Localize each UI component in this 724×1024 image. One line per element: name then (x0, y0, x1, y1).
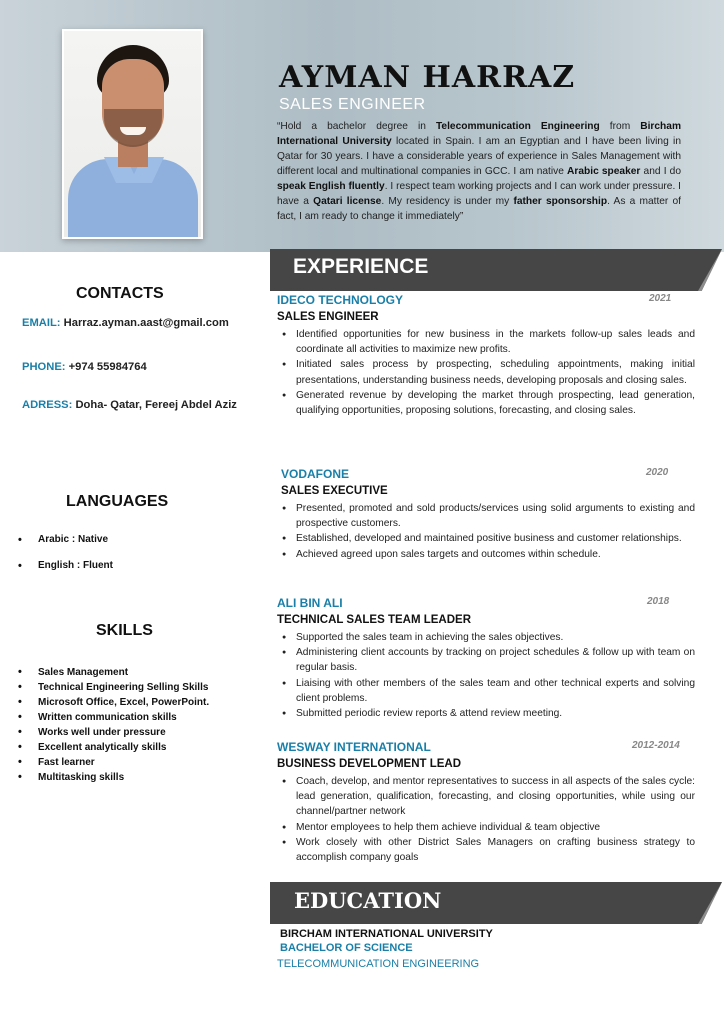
summary-text: from (599, 121, 641, 132)
summary-emphasis: Bircham International University (277, 121, 681, 147)
list-item: ● Liaising with other members of the sales team and other technical experts and solving client problems. (278, 676, 695, 706)
phone-label: PHONE: (22, 361, 66, 373)
list-item: ● Mentor employees to help them achieve individual & team objective (278, 820, 695, 835)
education-major: TELECOMMUNICATION ENGINEERING (277, 958, 480, 970)
summary-emphasis: speak English fluently (277, 181, 385, 192)
job-duties (278, 327, 695, 418)
list-item: ● Administering client accounts by tracking on project schedules & follow up with team on regular basis. (278, 645, 695, 675)
job-duties (278, 774, 695, 865)
photo-smile (120, 127, 146, 135)
summary-text: and I do (640, 166, 681, 177)
summary-emphasis: Arabic speaker (567, 166, 641, 177)
list-item: ● Presented, promoted and sold products/services using solid arguments to existing and prospective customers. (278, 501, 695, 531)
summary-emphasis: Telecommunication Engineering (435, 121, 600, 132)
job-duties (278, 501, 695, 562)
list-item: ● Submitted periodic review reports & attend review meeting. (278, 706, 695, 721)
experience-heading: EXPERIENCE (293, 255, 429, 278)
list-item: • Written communication skills (18, 710, 209, 725)
candidate-name: AYMAN HARRAZ (279, 60, 576, 95)
contact-email[interactable] (22, 317, 229, 329)
address-value: Doha- Qatar, Fereej Abdel Aziz (75, 399, 237, 411)
summary-emphasis: Qatari license (313, 196, 382, 207)
contacts-heading: CONTACTS (76, 285, 164, 302)
job-year: 2012-2014 (632, 740, 680, 751)
list-item: ● Established, developed and maintained positive business and customer relationships. (278, 531, 695, 546)
summary-emphasis: father sponsorship (513, 196, 608, 207)
list-item: ● Work closely with other District Sales Managers on crafting business strategy to accomplish company goals (278, 835, 695, 865)
list-item: • Sales Management (18, 665, 209, 680)
email-value[interactable]: Harraz.ayman.aast@gmail.com (63, 317, 229, 329)
summary-text: . I respect team working projects and I can work under pressure. I have a (277, 181, 681, 207)
list-item: • Microsoft Office, Excel, PowerPoint. (18, 695, 209, 710)
job-role: SALES EXECUTIVE (281, 485, 388, 497)
summary-text: . My residency is under my (381, 196, 514, 207)
list-item: • Technical Engineering Selling Skills (18, 680, 209, 695)
job-role: BUSINESS DEVELOPMENT LEAD (277, 758, 462, 770)
list-item: ● Supported the sales team in achieving the sales objectives. (278, 630, 695, 645)
job-year: 2020 (646, 467, 669, 478)
job-duties (278, 630, 695, 721)
list-item: • Arabic : Native (18, 527, 113, 553)
list-item: ● Identified opportunities for new business in the markets follow-up sales leads and coordinate all activities to maximize new profits. (278, 327, 695, 357)
list-item: • English : Fluent (18, 553, 113, 579)
contact-phone[interactable] (22, 361, 147, 373)
list-item: ● Achieved agreed upon sales targets and outcomes within schedule. (278, 547, 695, 562)
profile-photo (62, 29, 203, 239)
languages-list (18, 527, 113, 579)
education-heading: EDUCATION (294, 888, 442, 913)
job-company: WESWAY INTERNATIONAL (277, 740, 431, 754)
summary-text: “Hold a bachelor degree in (277, 121, 436, 132)
job-company: ALI BIN ALI (277, 596, 343, 610)
skills-heading: SKILLS (96, 622, 153, 639)
list-item: ● Initiated sales process by prospecting, scheduling appointments, making initial presentations, understanding business needs, developing proposals and closing sales. (278, 357, 695, 387)
list-item: ● Coach, develop, and mentor representatives to success in all aspects of the sales cycle: lead generation, qualification, forecasting, and closing opportunities, while using our channel/partner network (278, 774, 695, 820)
job-role: SALES ENGINEER (277, 311, 379, 323)
job-company: IDECO TECHNOLOGY (277, 293, 404, 307)
contact-address (22, 399, 237, 411)
job-company: VODAFONE (281, 467, 350, 481)
summary-text: . As a matter of fact, I am ready to change it immediately” (277, 196, 682, 222)
phone-value[interactable]: +974 55984764 (68, 361, 147, 373)
skills-list (18, 665, 209, 785)
address-label: ADRESS: (22, 399, 73, 411)
profile-summary (277, 119, 681, 224)
education-university: BIRCHAM INTERNATIONAL UNIVERSITY (280, 928, 493, 940)
list-item: • Fast learner (18, 755, 209, 770)
list-item: • Excellent analytically skills (18, 740, 209, 755)
list-item: • Works well under pressure (18, 725, 209, 740)
job-year: 2021 (649, 293, 672, 304)
list-item: ● Generated revenue by developing the market through prospecting, lead generation, qualifying opportunities, proposing solutions, forecasting, and closing sales. (278, 388, 695, 418)
summary-text: located in Spain. I am an Egyptian and I have been living in Qatar for 30 years. I have a considerable years of experience in Sales Management with different local and multinational companies in GCC. I am native (277, 136, 681, 177)
languages-heading: LANGUAGES (66, 493, 169, 510)
job-role: TECHNICAL SALES TEAM LEADER (277, 614, 472, 626)
education-degree: BACHELOR OF SCIENCE (280, 942, 413, 954)
photo-shirt (68, 159, 198, 237)
email-label: EMAIL: (22, 317, 61, 329)
list-item: • Multitasking skills (18, 770, 209, 785)
job-year: 2018 (647, 596, 670, 607)
candidate-title: SALES ENGINEER (279, 96, 426, 113)
profile-photo-image (64, 31, 201, 237)
